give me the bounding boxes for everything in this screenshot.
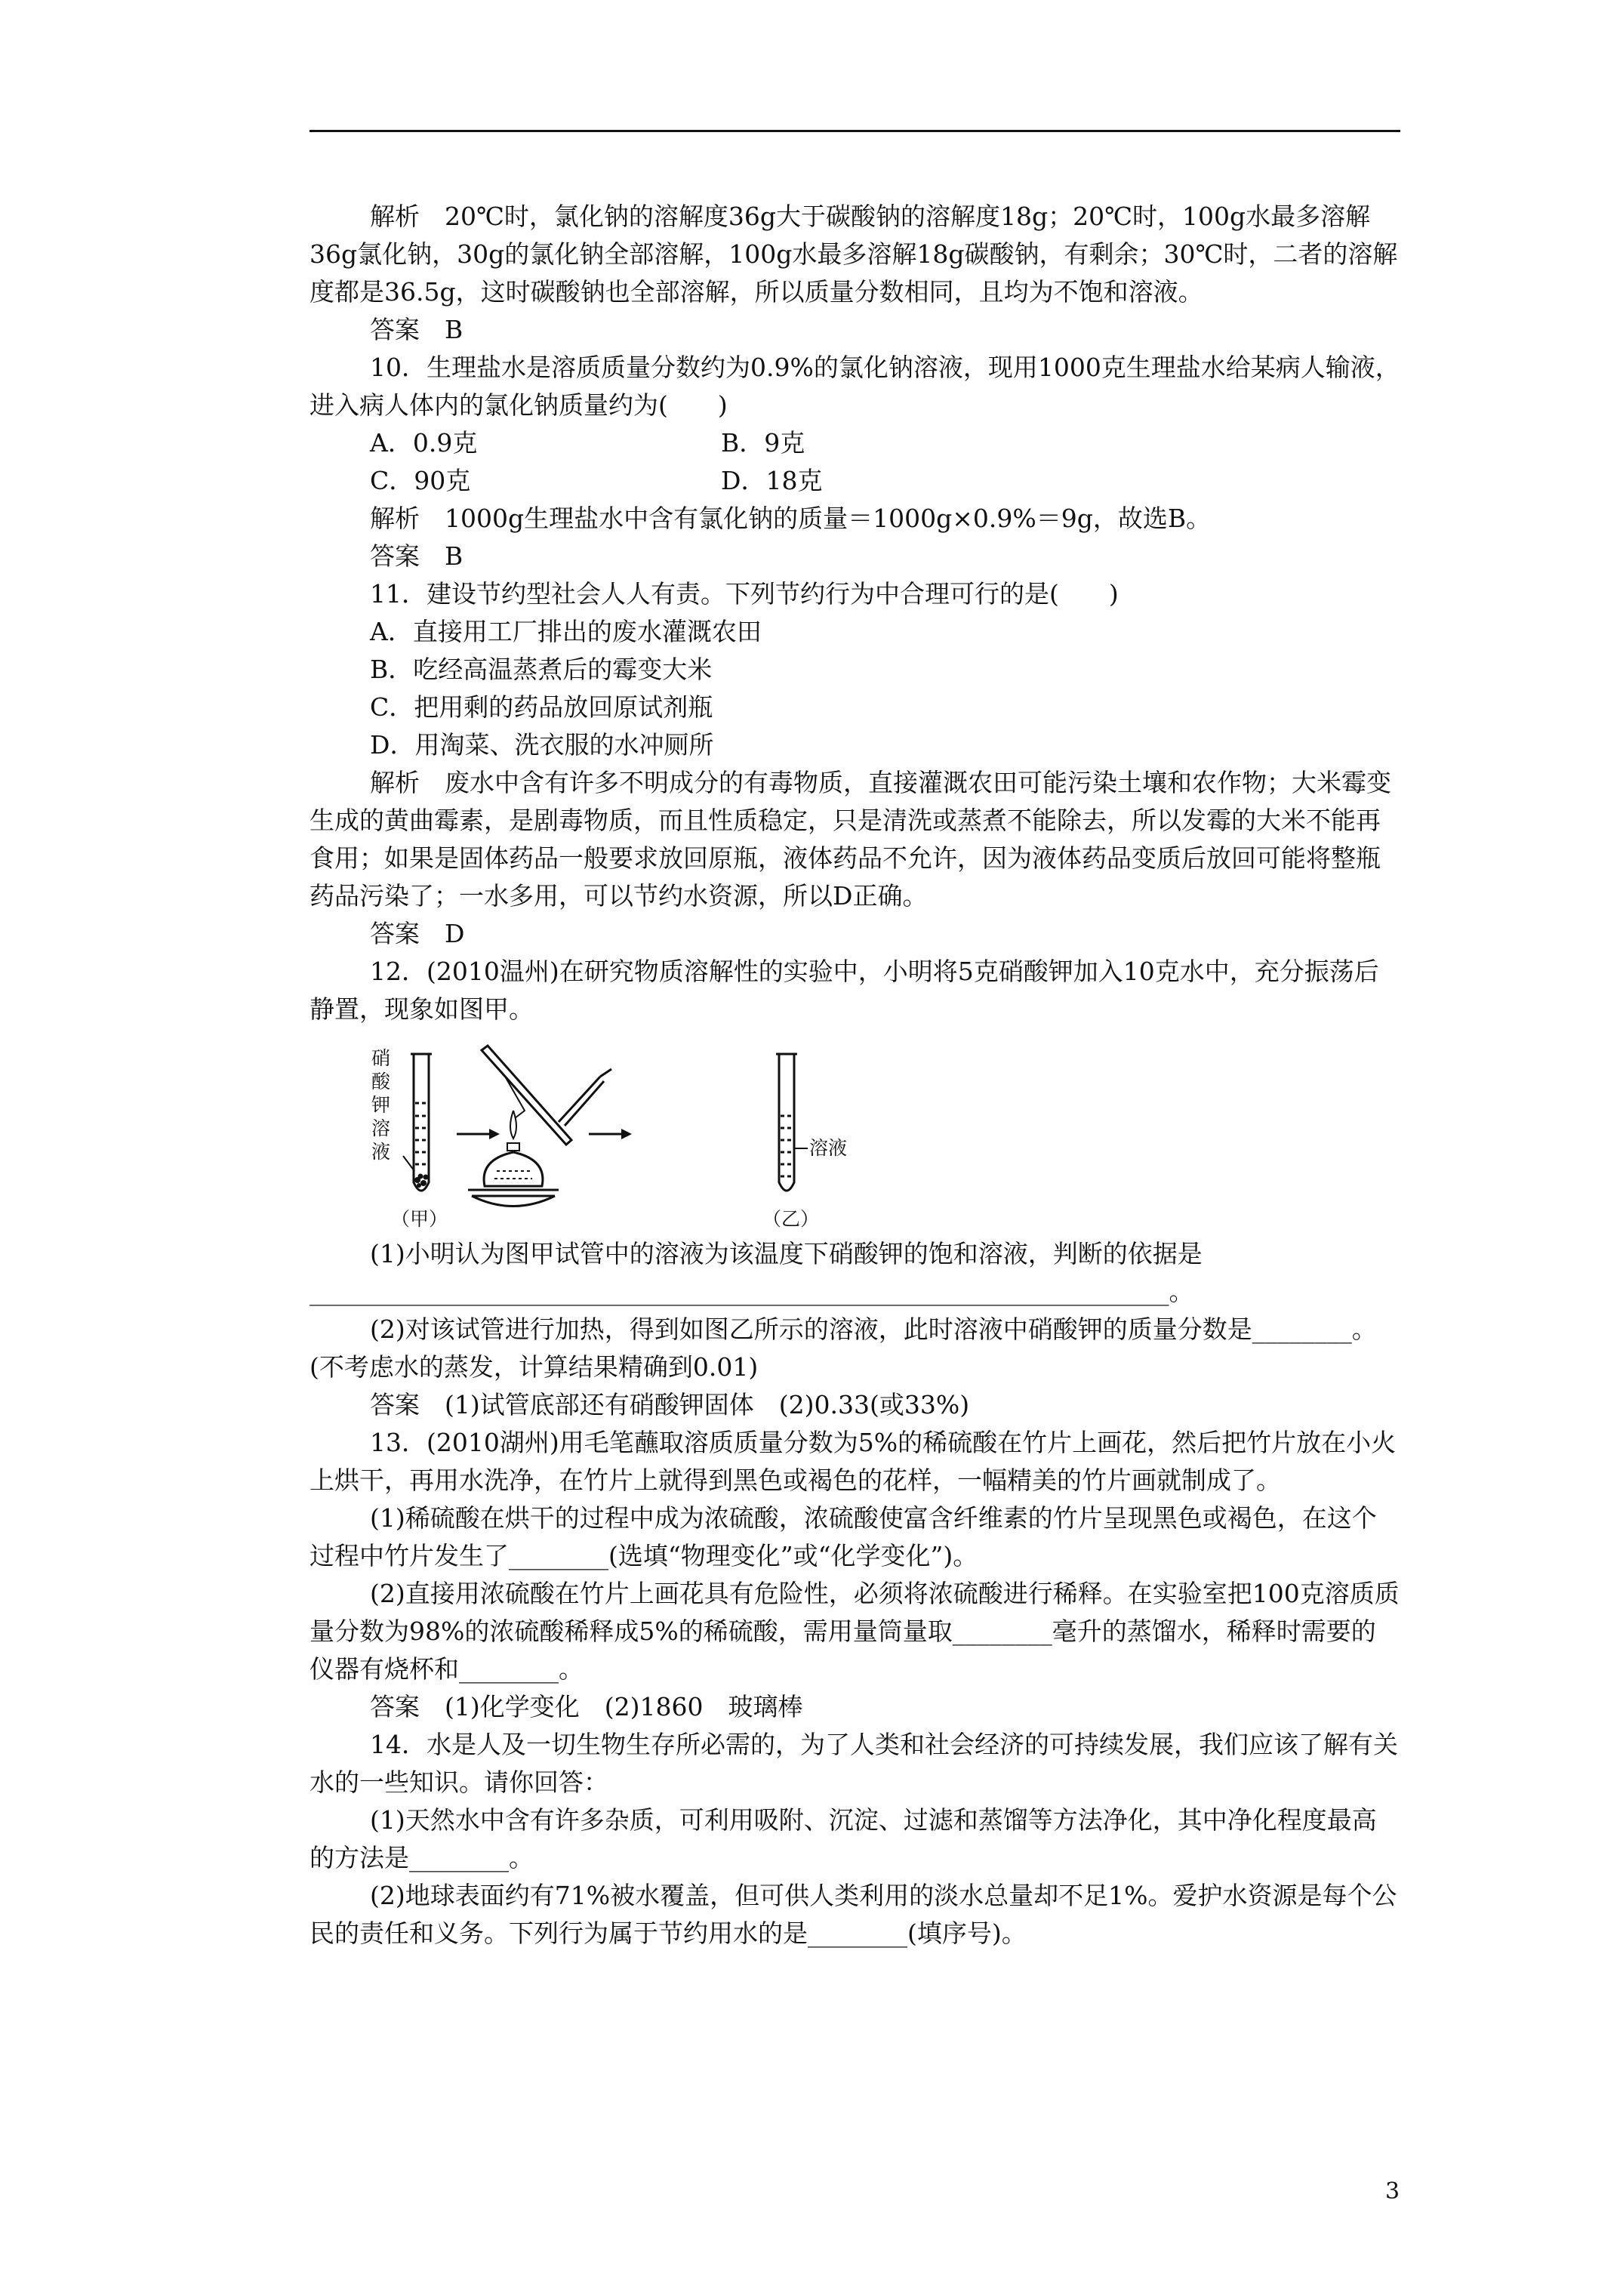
caption-b: （乙） [762, 1208, 820, 1230]
paragraph: (2)直接用浓硫酸在竹片上画花具有危险性，必须将浓硫酸进行稀释。在实验室把100克溶质质量分数为98%的浓硫酸稀释成5%的稀硫酸，需用量筒量取________毫升的蒸馏水，稀释时需要的仪器有烧杯和________。 [310, 1579, 1400, 1684]
paragraph: D．用淘菜、洗衣服的水冲厕所 [370, 730, 714, 760]
heating-setup [468, 1046, 611, 1207]
paragraph: 答案 (1)化学变化 (2)1860 玻璃棒 [370, 1692, 803, 1721]
paragraph: (1)天然水中含有许多杂质，可利用吸附、沉淀、过滤和蒸馏等方法净化，其中净化程度最高的方法是________。 [310, 1805, 1377, 1872]
paragraph: 解析 废水中含有许多不明成分的有毒物质，直接灌溉农田可能污染土壤和农作物；大米霉变生成的黄曲霉素，是剧毒物质，而且性质稳定，只是清洗或蒸煮不能除去，所以发霉的大米不能再食用；如果是固体药品一般要求放回原瓶，液体药品不允许，因为液体药品变质后放回可能将整瓶药品污染了；一水多用，可以节约水资源，所以D正确。 [310, 768, 1391, 911]
solution-label: 溶液 [809, 1137, 848, 1159]
option-row [310, 462, 1400, 500]
page-number: 3 [1385, 2178, 1400, 2205]
document-body [310, 198, 1400, 1952]
experiment-figure [310, 1031, 1400, 1235]
option-text: B．9克 [721, 428, 805, 458]
paragraph: _____________________________________________________________________。 [310, 1277, 1194, 1306]
paragraph: 答案 (1)试管底部还有硝酸钾固体 (2)0.33(或33%) [370, 1390, 970, 1419]
paragraph: 11．建设节约型社会人人有责。下列节约行为中合理可行的是( ) [370, 579, 1119, 609]
paragraph: C．把用剩的药品放回原试剂瓶 [370, 692, 713, 722]
experiment-diagram [310, 1031, 1400, 1235]
option-text: C．90克 [370, 466, 471, 495]
paragraph: 解析 20℃时，氯化钠的溶解度36g大于碳酸钠的溶解度18g；20℃时，100g水最多溶解36g氯化钠，30g的氯化钠全部溶解，100g水最多溶解18g碳酸钠，有剩余；30℃时，二者的溶解度都是36.5g，这时碳酸钠也全部溶解，所以质量分数相同，且均为不饱和溶液。 [310, 202, 1398, 307]
arrow-2 [589, 1129, 632, 1139]
paragraph: (1)稀硫酸在烘干的过程中成为浓硫酸，浓硫酸使富含纤维素的竹片呈现黑色或褐色，在这个过程中竹片发生了________(选填“物理变化”或“化学变化”)。 [310, 1503, 1377, 1570]
arrow-1 [457, 1129, 500, 1139]
header-rule [310, 130, 1400, 132]
paragraph: 13．(2010湖州)用毛笔蘸取溶质质量分数为5%的稀硫酸在竹片上画花，然后把竹片放在小火上烘干，再用水洗净，在竹片上就得到黑色或褐色的花样，一幅精美的竹片画就制成了。 [310, 1428, 1397, 1495]
left-label-char: 硝 [371, 1047, 391, 1069]
paragraph: (2)地球表面约有71%被水覆盖，但可供人类利用的淡水总量却不足1%。爱护水资源是每个公民的责任和义务。下列行为属于节约用水的是________(填序号)。 [310, 1881, 1397, 1948]
left-label-char: 液 [371, 1141, 391, 1163]
paragraph: 解析 1000g生理盐水中含有氯化钠的质量＝1000g×0.9%＝9g，故选B。 [370, 504, 1212, 533]
left-label-char: 酸 [371, 1071, 391, 1093]
test-tube-b [776, 1054, 808, 1191]
paragraph: B．吃经高温蒸煮后的霉变大米 [370, 655, 713, 684]
paragraph: 10．生理盐水是溶质质量分数约为0.9%的氯化钠溶液，现用1000克生理盐水给某病人输液，进入病人体内的氯化钠质量约为( ) [310, 353, 1400, 420]
paragraph: A．直接用工厂排出的废水灌溉农田 [370, 617, 762, 646]
left-label [371, 1046, 394, 1163]
left-label-char: 钾 [371, 1094, 391, 1116]
option-text: A．0.9克 [370, 428, 478, 458]
paragraph: 12．(2010温州)在研究物质溶解性的实验中，小明将5克硝酸钾加入10克水中，充分振荡后静置，现象如图甲。 [310, 957, 1379, 1024]
text-block-2 [310, 1235, 1400, 1952]
paragraph: (1)小明认为图甲试管中的溶液为该温度下硝酸钾的饱和溶液，判断的依据是 [370, 1239, 1203, 1268]
paragraph: 14．水是人及一切生物生存所必需的，为了人类和社会经济的可持续发展，我们应该了解有关水的一些知识。请你回答： [310, 1730, 1398, 1797]
paragraph: 答案 B [370, 315, 463, 344]
option-text: D．18克 [721, 466, 823, 495]
caption-a: （甲） [391, 1208, 448, 1230]
paragraph: 答案 B [370, 541, 463, 571]
left-label-char: 溶 [371, 1117, 391, 1139]
option-row [310, 424, 1400, 462]
text-block-1 [310, 198, 1400, 1028]
paragraph: 答案 D [370, 919, 465, 948]
paragraph: (2)对该试管进行加热，得到如图乙所示的溶液，此时溶液中硝酸钾的质量分数是________。(不考虑水的蒸发，计算结果精确到0.01) [310, 1314, 1377, 1382]
